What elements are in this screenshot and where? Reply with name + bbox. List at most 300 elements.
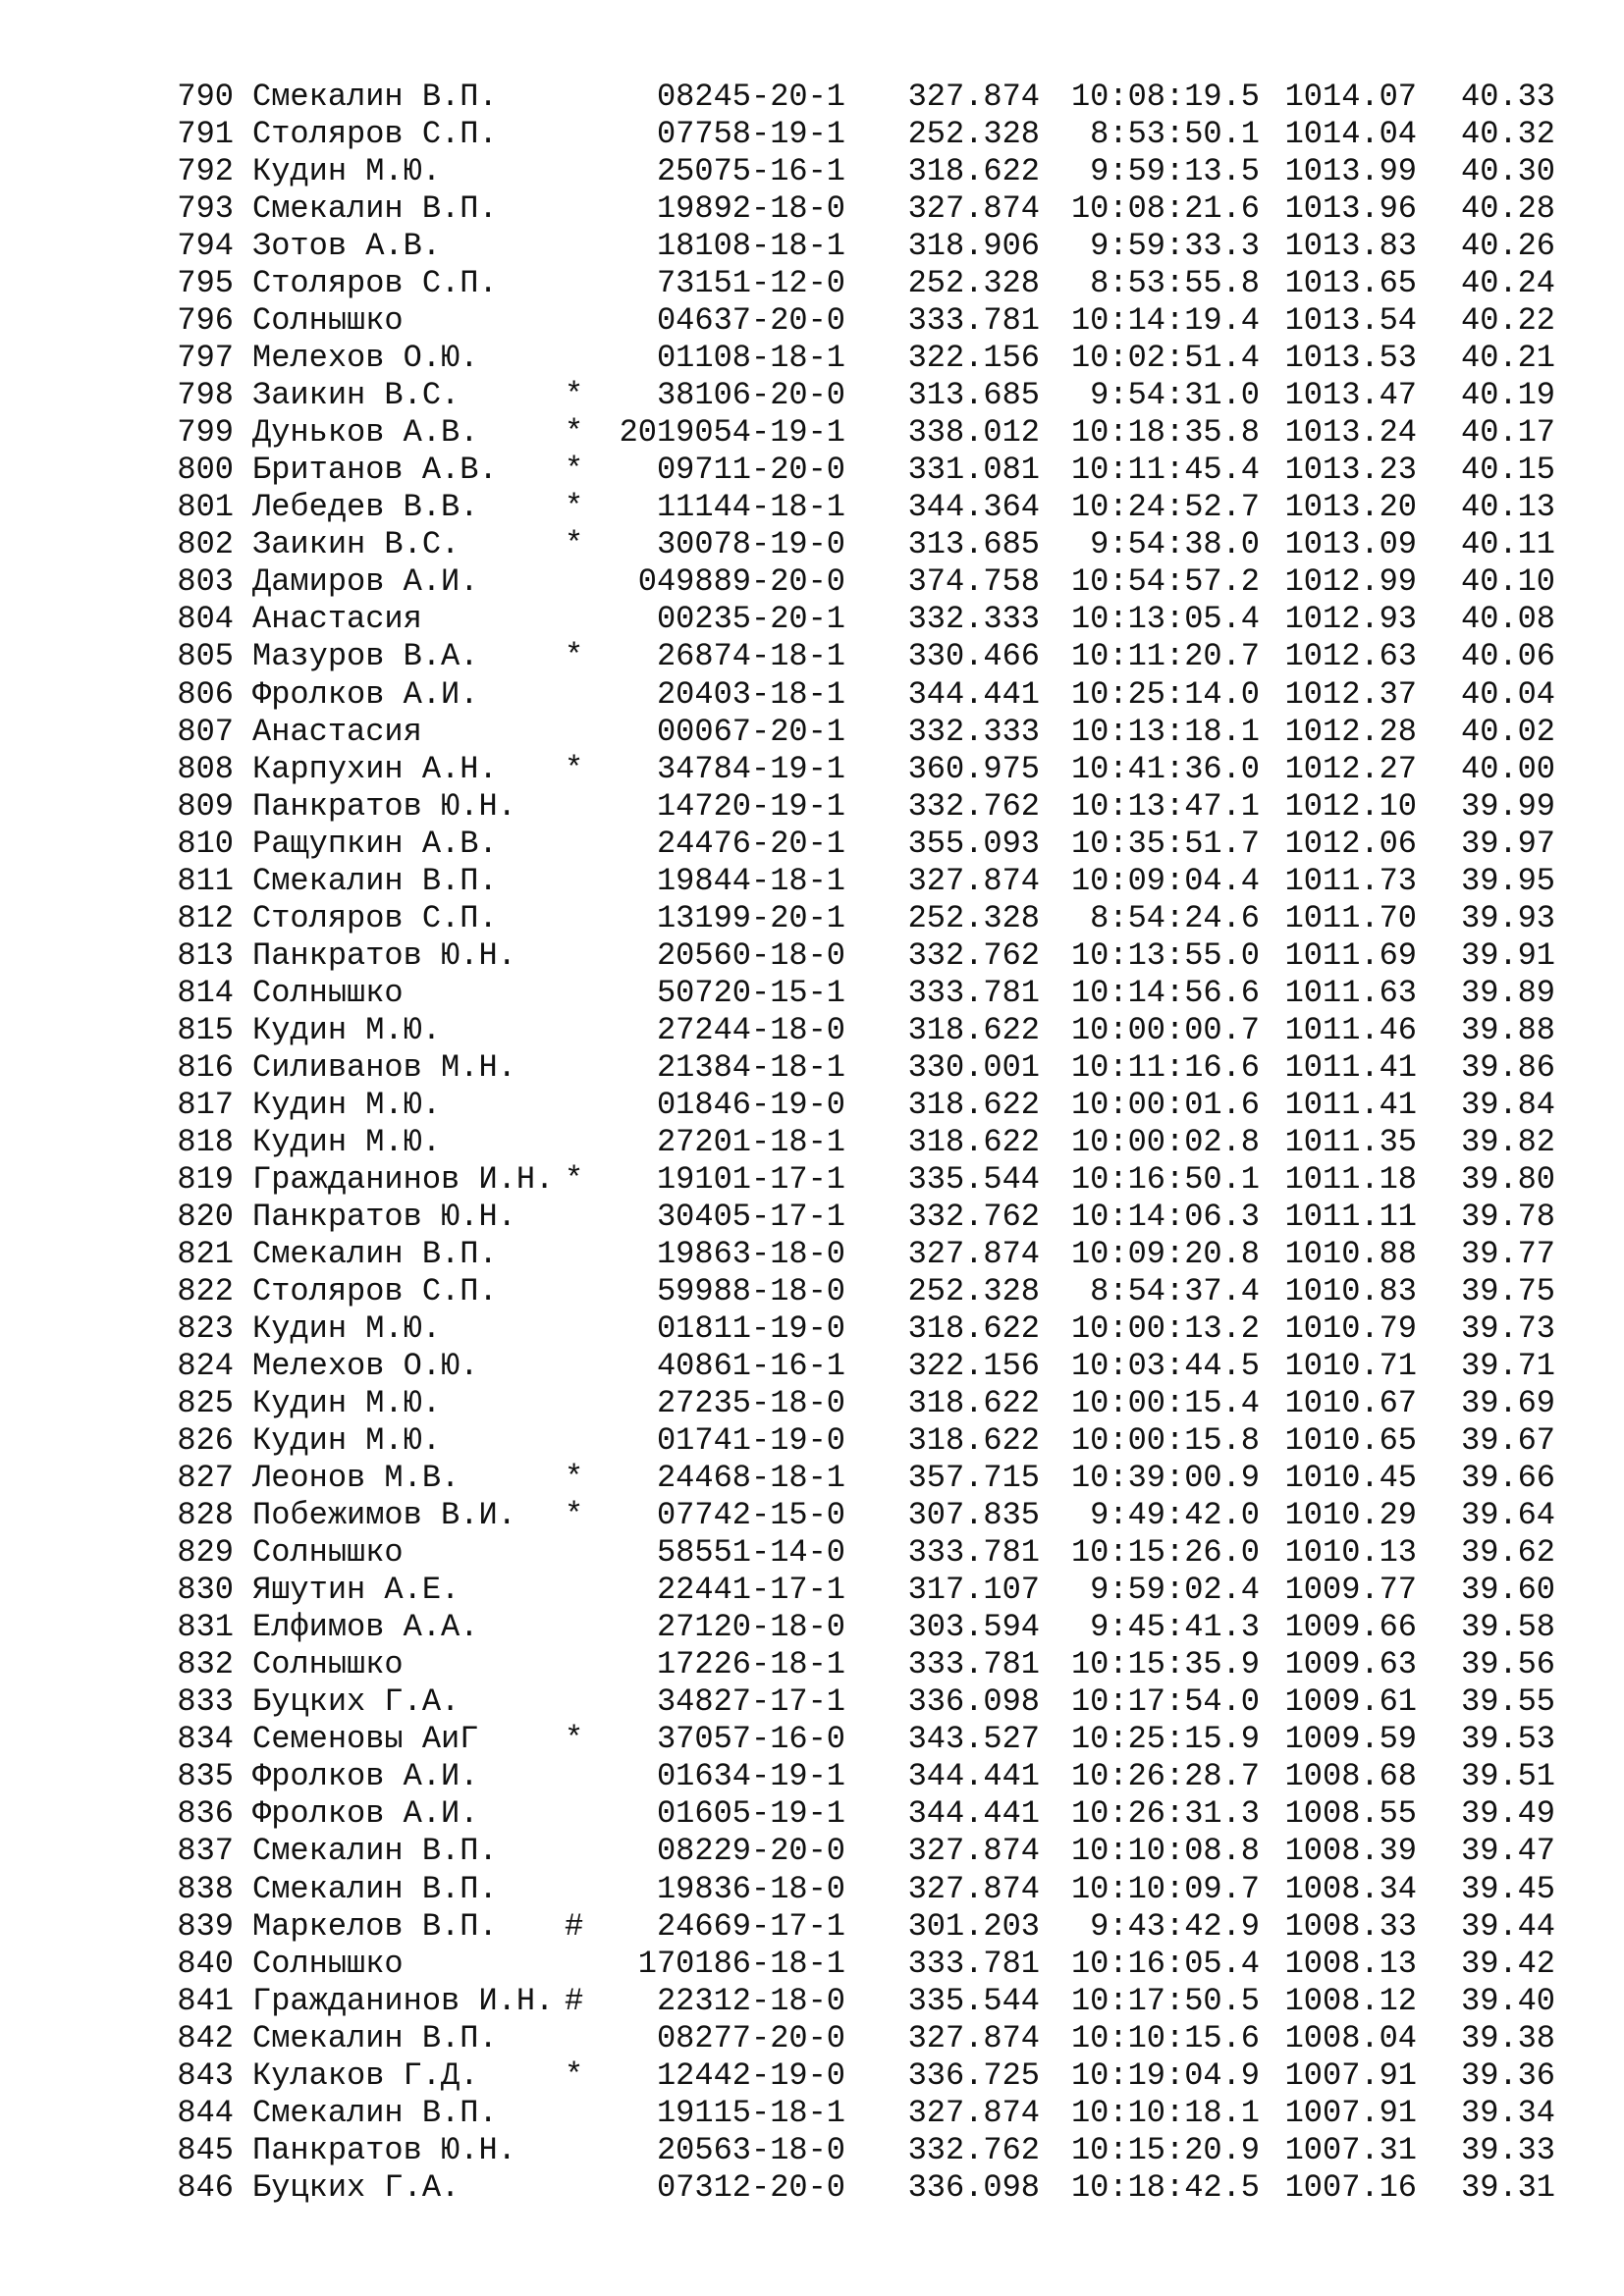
table-row (175, 1310, 1555, 1348)
table-row (175, 377, 1555, 414)
marker-symbol (565, 1087, 594, 1124)
table-row (175, 116, 1555, 153)
speed-value: 1013.47 (1284, 377, 1417, 414)
speed-value: 1012.06 (1284, 825, 1417, 862)
place-number: 791 (177, 116, 234, 153)
table-row (175, 228, 1555, 265)
coefficient-value: 39.42 (1460, 1945, 1555, 1982)
speed-value: 1012.28 (1284, 713, 1417, 750)
coefficient-value: 39.78 (1460, 1198, 1555, 1235)
distance-km: 252.328 (907, 1273, 1040, 1309)
marker-symbol (565, 1534, 594, 1572)
place-number: 818 (177, 1123, 234, 1160)
coefficient-value: 39.80 (1460, 1160, 1555, 1198)
speed-value: 1011.41 (1284, 1048, 1417, 1086)
arrival-time: 9:59:13.5 (1090, 153, 1260, 190)
coefficient-value: 40.30 (1460, 153, 1555, 190)
ring-number: 26874-18-1 (656, 638, 845, 675)
participant-name: Солнышко (252, 302, 404, 340)
participant-name: Панкратов Ю.Н. (252, 936, 516, 974)
marker-symbol (565, 1422, 594, 1460)
distance-km: 318.622 (907, 1385, 1040, 1422)
arrival-time: 10:10:15.6 (1070, 2019, 1260, 2056)
place-number: 790 (177, 79, 234, 115)
table-row (175, 1236, 1555, 1273)
participant-name: Кудин М.Ю. (252, 1385, 442, 1422)
distance-km: 344.441 (907, 1795, 1040, 1833)
place-number: 801 (177, 489, 234, 526)
marker-symbol (565, 2169, 594, 2207)
distance-km: 313.685 (907, 377, 1040, 414)
speed-value: 1013.83 (1284, 228, 1417, 265)
participant-name: Елфимов А.А. (252, 1609, 479, 1646)
place-number: 805 (177, 638, 234, 675)
speed-value: 1011.63 (1284, 974, 1417, 1011)
arrival-time: 10:25:14.0 (1070, 675, 1260, 713)
participant-name: Солнышко (252, 974, 404, 1011)
table-row (175, 1124, 1555, 1161)
coefficient-value: 40.13 (1460, 489, 1555, 526)
coefficient-value: 39.58 (1460, 1609, 1555, 1646)
place-number: 821 (177, 1235, 234, 1272)
coefficient-value: 39.31 (1460, 2168, 1555, 2206)
table-row (175, 414, 1555, 452)
marker-symbol: * (565, 526, 584, 563)
speed-value: 1009.61 (1284, 1683, 1417, 1721)
distance-km: 327.874 (907, 79, 1040, 115)
marker-symbol (565, 1946, 594, 1983)
distance-km: 344.441 (907, 1758, 1040, 1795)
ring-number: 50720-15-1 (656, 974, 845, 1011)
speed-value: 1011.41 (1284, 1086, 1417, 1123)
coefficient-value: 39.97 (1460, 825, 1555, 862)
speed-value: 1012.10 (1284, 787, 1417, 825)
ring-number: 34827-17-1 (656, 1683, 845, 1721)
participant-name: Кудин М.Ю. (252, 1086, 442, 1123)
place-number: 830 (177, 1572, 234, 1609)
distance-km: 343.527 (907, 1721, 1040, 1758)
arrival-time: 10:14:56.6 (1070, 974, 1260, 1011)
coefficient-value: 40.08 (1460, 601, 1555, 638)
marker-symbol (565, 601, 594, 638)
coefficient-value: 39.95 (1460, 862, 1555, 899)
marker-symbol: * (565, 750, 584, 787)
coefficient-value: 39.66 (1460, 1460, 1555, 1497)
distance-km: 327.874 (907, 190, 1040, 228)
ring-number: 30078-19-0 (656, 526, 845, 563)
distance-km: 344.441 (907, 675, 1040, 713)
marker-symbol (565, 1683, 594, 1721)
marker-symbol (565, 1871, 594, 1908)
distance-km: 327.874 (907, 862, 1040, 899)
participant-name: Столяров С.П. (252, 116, 498, 153)
distance-km: 307.835 (907, 1497, 1040, 1534)
ring-number: 19863-18-0 (656, 1235, 845, 1272)
place-number: 824 (177, 1348, 234, 1385)
speed-value: 1010.45 (1284, 1460, 1417, 1497)
participant-name: Мелехов О.Ю. (252, 340, 479, 377)
participant-name: Смекалин В.П. (252, 1833, 498, 1870)
participant-name: Фролков А.И. (252, 1758, 479, 1795)
marker-symbol (565, 1758, 594, 1795)
arrival-time: 10:15:20.9 (1070, 2131, 1260, 2168)
ring-number: 19844-18-1 (656, 862, 845, 899)
coefficient-value: 39.73 (1460, 1310, 1555, 1348)
speed-value: 1010.71 (1284, 1348, 1417, 1385)
table-row (175, 302, 1555, 340)
arrival-time: 10:17:54.0 (1070, 1683, 1260, 1721)
ring-number: 01634-19-1 (656, 1758, 845, 1795)
ring-number: 38106-20-0 (656, 377, 845, 414)
participant-name: Кудин М.Ю. (252, 1310, 442, 1348)
distance-km: 327.874 (907, 1235, 1040, 1272)
table-row (175, 2132, 1555, 2169)
marker-symbol (565, 116, 594, 153)
ring-number: 170186-18-1 (637, 1945, 845, 1982)
distance-km: 357.715 (907, 1460, 1040, 1497)
speed-value: 1013.23 (1284, 452, 1417, 489)
marker-symbol (565, 265, 594, 302)
ring-number: 24669-17-1 (656, 1907, 845, 1945)
ring-number: 19115-18-1 (656, 2094, 845, 2131)
marker-symbol (565, 2095, 594, 2132)
arrival-time: 9:59:02.4 (1090, 1572, 1260, 1609)
participant-name: Буцких Г.А. (252, 1683, 460, 1721)
table-row (175, 1348, 1555, 1385)
arrival-time: 10:00:00.7 (1070, 1011, 1260, 1048)
place-number: 809 (177, 787, 234, 825)
marker-symbol (565, 1795, 594, 1833)
ring-number: 19892-18-0 (656, 190, 845, 228)
marker-symbol (565, 676, 594, 714)
ring-number: 21384-18-1 (656, 1048, 845, 1086)
coefficient-value: 40.33 (1460, 79, 1555, 115)
arrival-time: 10:16:50.1 (1070, 1160, 1260, 1198)
speed-value: 1011.46 (1284, 1011, 1417, 1048)
arrival-time: 10:25:15.9 (1070, 1721, 1260, 1758)
distance-km: 330.001 (907, 1048, 1040, 1086)
place-number: 834 (177, 1721, 234, 1758)
table-row (175, 340, 1555, 377)
coefficient-value: 40.04 (1460, 675, 1555, 713)
speed-value: 1013.20 (1284, 489, 1417, 526)
participant-name: Гражданинов И.Н. (252, 1982, 555, 2019)
marker-symbol: * (565, 1160, 584, 1198)
ring-number: 049889-20-0 (637, 563, 845, 601)
participant-name: Заикин В.С. (252, 377, 460, 414)
coefficient-value: 40.24 (1460, 265, 1555, 302)
ring-number: 00235-20-1 (656, 601, 845, 638)
marker-symbol (565, 1049, 594, 1087)
distance-km: 332.333 (907, 601, 1040, 638)
coefficient-value: 40.10 (1460, 563, 1555, 601)
table-row (175, 1273, 1555, 1310)
place-number: 832 (177, 1646, 234, 1683)
participant-name: Смекалин В.П. (252, 1870, 498, 1907)
arrival-time: 10:18:42.5 (1070, 2168, 1260, 2206)
speed-value: 1009.66 (1284, 1609, 1417, 1646)
coefficient-value: 39.93 (1460, 899, 1555, 936)
arrival-time: 10:13:55.0 (1070, 936, 1260, 974)
place-number: 836 (177, 1795, 234, 1833)
distance-km: 318.622 (907, 153, 1040, 190)
speed-value: 1011.69 (1284, 936, 1417, 974)
marker-symbol (565, 1833, 594, 1870)
coefficient-value: 39.89 (1460, 974, 1555, 1011)
table-row (175, 788, 1555, 826)
place-number: 802 (177, 526, 234, 563)
place-number: 829 (177, 1534, 234, 1572)
ring-number: 19836-18-0 (656, 1870, 845, 1907)
place-number: 812 (177, 899, 234, 936)
speed-value: 1010.67 (1284, 1385, 1417, 1422)
table-row (175, 975, 1555, 1012)
distance-km: 332.333 (907, 713, 1040, 750)
speed-value: 1014.07 (1284, 79, 1417, 115)
ring-number: 07742-15-0 (656, 1497, 845, 1534)
arrival-time: 10:11:20.7 (1070, 638, 1260, 675)
arrival-time: 10:11:16.6 (1070, 1048, 1260, 1086)
place-number: 811 (177, 862, 234, 899)
place-number: 798 (177, 377, 234, 414)
coefficient-value: 39.36 (1460, 2056, 1555, 2094)
place-number: 823 (177, 1310, 234, 1348)
place-number: 841 (177, 1982, 234, 2019)
distance-km: 303.594 (907, 1609, 1040, 1646)
ring-number: 17226-18-1 (656, 1646, 845, 1683)
place-number: 800 (177, 452, 234, 489)
distance-km: 301.203 (907, 1907, 1040, 1945)
table-row (175, 452, 1555, 489)
speed-value: 1010.83 (1284, 1273, 1417, 1309)
distance-km: 336.098 (907, 2168, 1040, 2206)
place-number: 825 (177, 1385, 234, 1422)
table-row (175, 1833, 1555, 1870)
table-row (175, 900, 1555, 937)
marker-symbol (565, 1609, 594, 1646)
table-row (175, 1087, 1555, 1124)
participant-name: Британов А.В. (252, 452, 498, 489)
participant-name: Фролков А.И. (252, 1795, 479, 1833)
place-number: 808 (177, 750, 234, 787)
speed-value: 1012.27 (1284, 750, 1417, 787)
arrival-time: 10:39:00.9 (1070, 1460, 1260, 1497)
place-number: 846 (177, 2168, 234, 2206)
speed-value: 1010.88 (1284, 1235, 1417, 1272)
coefficient-value: 40.19 (1460, 377, 1555, 414)
arrival-time: 9:59:33.3 (1090, 228, 1260, 265)
participant-name: Карпухин А.Н. (252, 750, 498, 787)
ring-number: 12442-19-0 (656, 2056, 845, 2094)
arrival-time: 10:26:28.7 (1070, 1758, 1260, 1795)
coefficient-value: 39.62 (1460, 1534, 1555, 1572)
participant-name: Смекалин В.П. (252, 79, 498, 115)
distance-km: 322.156 (907, 1348, 1040, 1385)
marker-symbol: * (565, 489, 584, 526)
marker-symbol (565, 340, 594, 377)
table-row (175, 1721, 1555, 1758)
speed-value: 1010.65 (1284, 1422, 1417, 1460)
table-row (175, 676, 1555, 714)
arrival-time: 9:49:42.0 (1090, 1497, 1260, 1534)
ring-number: 34784-19-1 (656, 750, 845, 787)
coefficient-value: 39.49 (1460, 1795, 1555, 1833)
arrival-time: 10:03:44.5 (1070, 1348, 1260, 1385)
participant-name: Столяров С.П. (252, 899, 498, 936)
speed-value: 1011.35 (1284, 1123, 1417, 1160)
place-number: 793 (177, 190, 234, 228)
table-row (175, 1572, 1555, 1609)
distance-km: 333.781 (907, 1945, 1040, 1982)
speed-value: 1012.37 (1284, 675, 1417, 713)
distance-km: 332.762 (907, 787, 1040, 825)
arrival-time: 10:35:51.7 (1070, 825, 1260, 862)
place-number: 816 (177, 1048, 234, 1086)
place-number: 815 (177, 1011, 234, 1048)
distance-km: 355.093 (907, 825, 1040, 862)
arrival-time: 10:09:04.4 (1070, 862, 1260, 899)
distance-km: 322.156 (907, 340, 1040, 377)
distance-km: 360.975 (907, 750, 1040, 787)
coefficient-value: 39.71 (1460, 1348, 1555, 1385)
speed-value: 1011.11 (1284, 1198, 1417, 1235)
arrival-time: 8:53:50.1 (1090, 116, 1260, 153)
participant-name: Маркелов В.П. (252, 1907, 498, 1945)
place-number: 828 (177, 1497, 234, 1534)
speed-value: 1008.12 (1284, 1982, 1417, 2019)
marker-symbol (565, 190, 594, 228)
table-row (175, 937, 1555, 975)
ring-number: 27244-18-0 (656, 1011, 845, 1048)
coefficient-value: 39.75 (1460, 1273, 1555, 1309)
ring-number: 2019054-19-1 (619, 414, 845, 452)
arrival-time: 10:24:52.7 (1070, 489, 1260, 526)
table-row (175, 526, 1555, 563)
speed-value: 1013.09 (1284, 526, 1417, 563)
participant-name: Панкратов Ю.Н. (252, 787, 516, 825)
ring-number: 01605-19-1 (656, 1795, 845, 1833)
arrival-time: 10:16:05.4 (1070, 1945, 1260, 1982)
place-number: 831 (177, 1609, 234, 1646)
coefficient-value: 40.22 (1460, 302, 1555, 340)
table-row (175, 751, 1555, 788)
coefficient-value: 40.11 (1460, 526, 1555, 563)
ring-number: 00067-20-1 (656, 713, 845, 750)
ring-number: 30405-17-1 (656, 1198, 845, 1235)
place-number: 842 (177, 2019, 234, 2056)
place-number: 794 (177, 228, 234, 265)
arrival-time: 10:00:01.6 (1070, 1086, 1260, 1123)
coefficient-value: 39.99 (1460, 787, 1555, 825)
arrival-time: 8:53:55.8 (1090, 265, 1260, 302)
table-row (175, 1460, 1555, 1497)
distance-km: 336.098 (907, 1683, 1040, 1721)
arrival-time: 10:00:02.8 (1070, 1123, 1260, 1160)
arrival-time: 10:19:04.9 (1070, 2056, 1260, 2094)
ring-number: 25075-16-1 (656, 153, 845, 190)
arrival-time: 8:54:37.4 (1090, 1273, 1260, 1309)
participant-name: Смекалин В.П. (252, 190, 498, 228)
place-number: 822 (177, 1273, 234, 1309)
participant-name: Мелехов О.Ю. (252, 1348, 479, 1385)
participant-name: Зотов А.В. (252, 228, 442, 265)
place-number: 817 (177, 1086, 234, 1123)
ring-number: 01108-18-1 (656, 340, 845, 377)
distance-km: 318.906 (907, 228, 1040, 265)
distance-km: 327.874 (907, 1833, 1040, 1870)
arrival-time: 10:14:19.4 (1070, 302, 1260, 340)
distance-km: 344.364 (907, 489, 1040, 526)
ring-number: 08277-20-0 (656, 2019, 845, 2056)
marker-symbol (565, 2132, 594, 2169)
marker-symbol (565, 1236, 594, 1273)
ring-number: 07312-20-0 (656, 2168, 845, 2206)
ring-number: 20560-18-0 (656, 936, 845, 974)
place-number: 803 (177, 563, 234, 601)
distance-km: 336.725 (907, 2056, 1040, 2094)
table-row (175, 2057, 1555, 2095)
marker-symbol (565, 863, 594, 900)
place-number: 813 (177, 936, 234, 974)
marker-symbol (565, 937, 594, 975)
marker-symbol: * (565, 414, 584, 452)
participant-name: Заикин В.С. (252, 526, 460, 563)
speed-value: 1013.99 (1284, 153, 1417, 190)
participant-name: Фролков А.И. (252, 675, 479, 713)
arrival-time: 10:13:18.1 (1070, 713, 1260, 750)
distance-km: 252.328 (907, 116, 1040, 153)
place-number: 799 (177, 414, 234, 452)
speed-value: 1008.68 (1284, 1758, 1417, 1795)
arrival-time: 10:10:18.1 (1070, 2094, 1260, 2131)
arrival-time: 10:11:45.4 (1070, 452, 1260, 489)
participant-name: Яшутин А.Е. (252, 1572, 460, 1609)
table-row (175, 863, 1555, 900)
participant-name: Мазуров В.А. (252, 638, 479, 675)
table-row (175, 601, 1555, 638)
participant-name: Семеновы АиГ (252, 1721, 479, 1758)
marker-symbol (565, 826, 594, 863)
distance-km: 331.081 (907, 452, 1040, 489)
marker-symbol (565, 2020, 594, 2057)
distance-km: 333.781 (907, 302, 1040, 340)
speed-value: 1010.79 (1284, 1310, 1417, 1348)
ring-number: 08245-20-1 (656, 79, 845, 115)
speed-value: 1007.91 (1284, 2056, 1417, 2094)
speed-value: 1010.29 (1284, 1497, 1417, 1534)
ring-number: 09711-20-0 (656, 452, 845, 489)
distance-km: 252.328 (907, 899, 1040, 936)
coefficient-value: 40.28 (1460, 190, 1555, 228)
results-table (175, 79, 1555, 2207)
marker-symbol: # (565, 1982, 584, 2019)
table-row (175, 1795, 1555, 1833)
coefficient-value: 39.69 (1460, 1385, 1555, 1422)
speed-value: 1013.53 (1284, 340, 1417, 377)
distance-km: 332.762 (907, 2131, 1040, 2168)
distance-km: 327.874 (907, 2019, 1040, 2056)
coefficient-value: 40.26 (1460, 228, 1555, 265)
coefficient-value: 39.60 (1460, 1572, 1555, 1609)
participant-name: Гражданинов И.Н. (252, 1160, 555, 1198)
arrival-time: 10:00:15.8 (1070, 1422, 1260, 1460)
participant-name: Солнышко (252, 1945, 404, 1982)
speed-value: 1013.54 (1284, 302, 1417, 340)
participant-name: Солнышко (252, 1646, 404, 1683)
place-number: 839 (177, 1907, 234, 1945)
speed-value: 1012.63 (1284, 638, 1417, 675)
ring-number: 01811-19-0 (656, 1310, 845, 1348)
